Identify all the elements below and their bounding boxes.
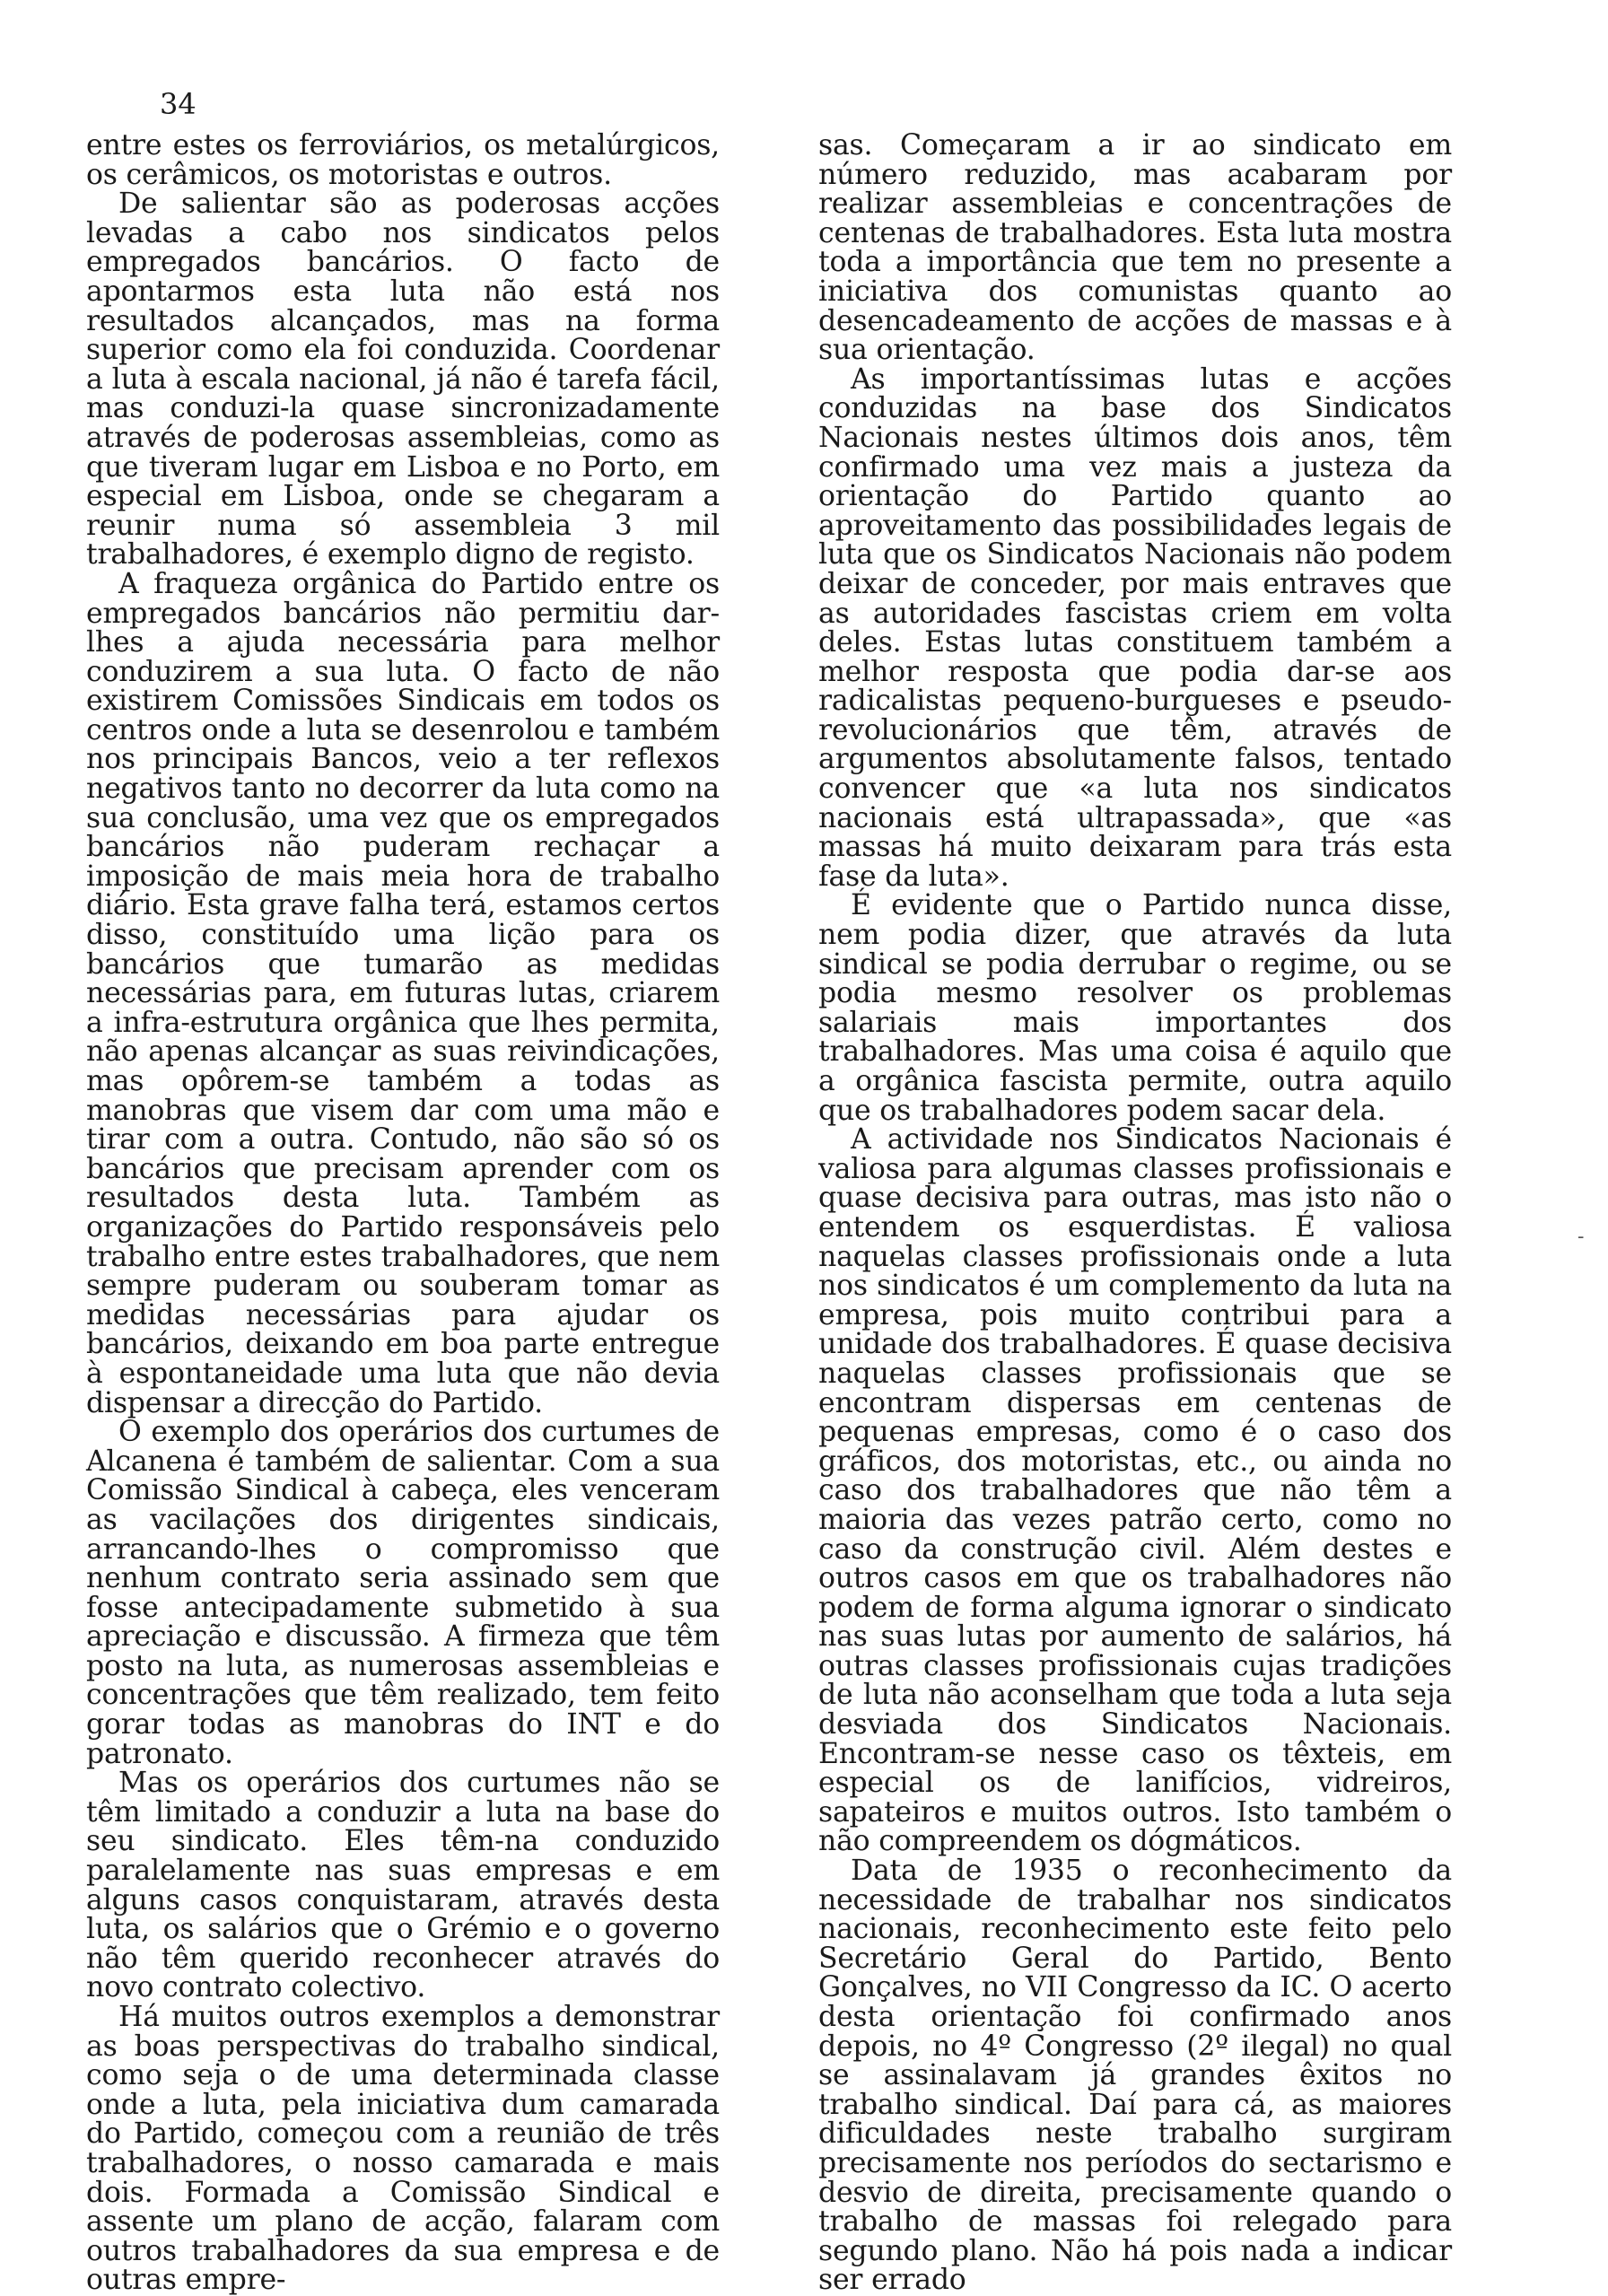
paragraph: A fraqueza orgânica do Partido entre os empregados bancários não permitiu dar-lhes a ajuda necessária para melhor conduzirem a sua luta. O facto de não existirem Comissões Sindicais em todos os centros onde a luta se desenrolou e também nos principais Bancos, veio a ter reflexos negativos tanto no decorrer da luta como na sua conclusão, uma vez que os empregados bancários não puderam rechaçar a imposição de mais meia hora de trabalho diário. Esta grave falha terá, estamos certos disso, constituído uma lição para os bancários que tumarão as medidas necessárias para, em futuras lutas, criarem a infra-estrutura orgânica que lhes permita, não apenas alcançar as suas reivindicações, mas opôrem-se também a todas as manobras que visem dar com uma mão e tirar com a outra. Contudo, não são só os bancários que precisam aprender com os resultados desta luta. Também as organizações do Partido responsáveis pelo trabalho entre estes trabalhadores, que nem sempre puderam ou souberam tomar as medidas necessárias para ajudar os bancários, deixando em boa parte entregue à espontaneidade uma luta que não devia dispensar a direcção do Partido. (86, 567, 720, 1419)
paragraph: As importantíssimas lutas e acções conduzidas na base dos Sindicatos Nacionais nestes últimos dois anos, têm confirmado uma vez mais a justeza da orientação do Partido quanto ao aproveitamento das possibilidades legais de luta que os Sindicatos Nacionais não podem deixar de conceder, por mais entraves que as autoridades fascistas criem em volta deles. Estas lutas constituem também a melhor resposta que podia dar-se aos radicalistas pequeno-burgueses e pseudo-revolucionários que têm, através de argumentos absolutamente falsos, tentado convencer que «a luta nos sindicatos nacionais está ultrapassada», que «as massas há muito deixaram para trás esta fase da luta». (818, 362, 1452, 893)
paragraph: Mas os operários dos curtumes não se têm limitado a conduzir a luta na base do seu sindicato. Eles têm-na conduzido paralelamente nas suas empresas e em alguns casos conquistaram, através desta luta, os salários que o Grémio e o governo não têm querido reconhecer através do novo contrato colectivo. (86, 1767, 720, 2004)
right-column (818, 131, 1452, 2295)
margin-mark: - (1577, 1226, 1585, 1248)
paragraph: O exemplo dos operários dos curtumes de Alcanena é também de salientar. Com a sua Comissão Sindical à cabeça, eles venceram as vacilações dos dirigentes sindicais, arrancando-lhes o compromisso que nenhum contrato seria assinado sem que fosse antecipadamente submetido à sua apreciação e discussão. A firmeza que têm posto na luta, as numerosas assembleias e concentrações que têm realizado, tem feito gorar todas as manobras do INT e do patronato. (86, 1416, 720, 1770)
paragraph: É evidente que o Partido nunca disse, nem podia dizer, que através da luta sindical se podia derrubar o regime, ou se podia mesmo resolver os problemas salariais mais importantes dos trabalhadores. Mas uma coisa é aquilo que a orgânica fascista permite, outra aquilo que os trabalhadores podem sacar dela. (818, 889, 1452, 1127)
paragraph: De salientar são as poderosas acções levadas a cabo nos sindicatos pelos empregados bancários. O facto de apontarmos esta luta não está nos resultados alcançados, mas na forma superior como ela foi conduzida. Coordenar a luta à escala nacional, já não é tarefa fácil, mas conduzi-la quase sincronizadamente através de poderosas assembleias, como as que tiveram lugar em Lisboa e no Porto, em especial em Lisboa, onde se chegaram a reunir numa só assembleia 3 mil trabalhadores, é exemplo digno de registo. (86, 188, 720, 572)
paragraph: A actividade nos Sindicatos Nacionais é valiosa para algumas classes profissionais e quase decisiva para outras, mas isto não o entendem os esquerdistas. É valiosa naquelas classes profissionais onde a luta nos sindicatos é um complemento da luta na empresa, pois muito contribui para a unidade dos trabalhadores. É quase decisiva naquelas classes profissionais que se encontram dispersas em centenas de pequenas empresas, como é o caso dos gráficos, dos motoristas, etc., ou ainda no caso dos trabalhadores que não têm a maioria das vezes patrão certo, como no caso da construção civil. Além destes e outros casos em que os trabalhadores não podem de forma alguma ignorar o sindicato nas suas lutas por aumento de salários, há outras classes profissionais cujas tradições de luta não aconselham que toda a luta seja desviada dos Sindicatos Nacionais. Encontram-se nesse caso os têxteis, em especial os de lanifícios, vidreiros, sapateiros e muitos outros. Isto também o não compreendem os dógmáticos. (818, 1123, 1452, 1858)
left-column (86, 131, 720, 2295)
paragraph: entre estes os ferroviários, os metalúrgicos, os cerâmicos, os motoristas e outros. (86, 129, 720, 191)
paragraph: Há muitos outros exemplos a demonstrar as boas perspectivas do trabalho sindical, como seja o de uma determinada classe onde a luta, pela iniciativa dum camarada do Partido, começou com a reunião de três trabalhadores, o nosso camarada e mais dois. Formada a Comissão Sindical e assente um plano de acção, falaram com outros trabalhadores da sua empresa e de outras empre- (86, 2001, 720, 2296)
paragraph: sas. Começaram a ir ao sindicato em número reduzido, mas acabaram por realizar assembleias e concentrações de centenas de trabalhadores. Esta luta mostra toda a importância que tem no presente a iniciativa dos comunistas quanto ao desencadeamento de acções de massas e à sua orientação. (818, 129, 1452, 367)
paragraph: Data de 1935 o reconhecimento da necessidade de trabalhar nos sindicatos nacionais, reconhecimento este feito pelo Secretário Geral do Partido, Bento Gonçalves, no VII Congresso da IC. O acerto desta orientação foi confirmado anos depois, no 4º Congresso (2º ilegal) no qual se assinalavam já grandes êxitos no trabalho sindical. Daí para cá, as maiores dificuldades neste trabalho surgiram precisamente nos períodos do sectarismo e desvio de direita, precisamente quando o trabalho de massas foi relegado para segundo plano. Não há pois nada a indicar ser errado (818, 1855, 1452, 2296)
page-number: 34 (160, 87, 197, 121)
